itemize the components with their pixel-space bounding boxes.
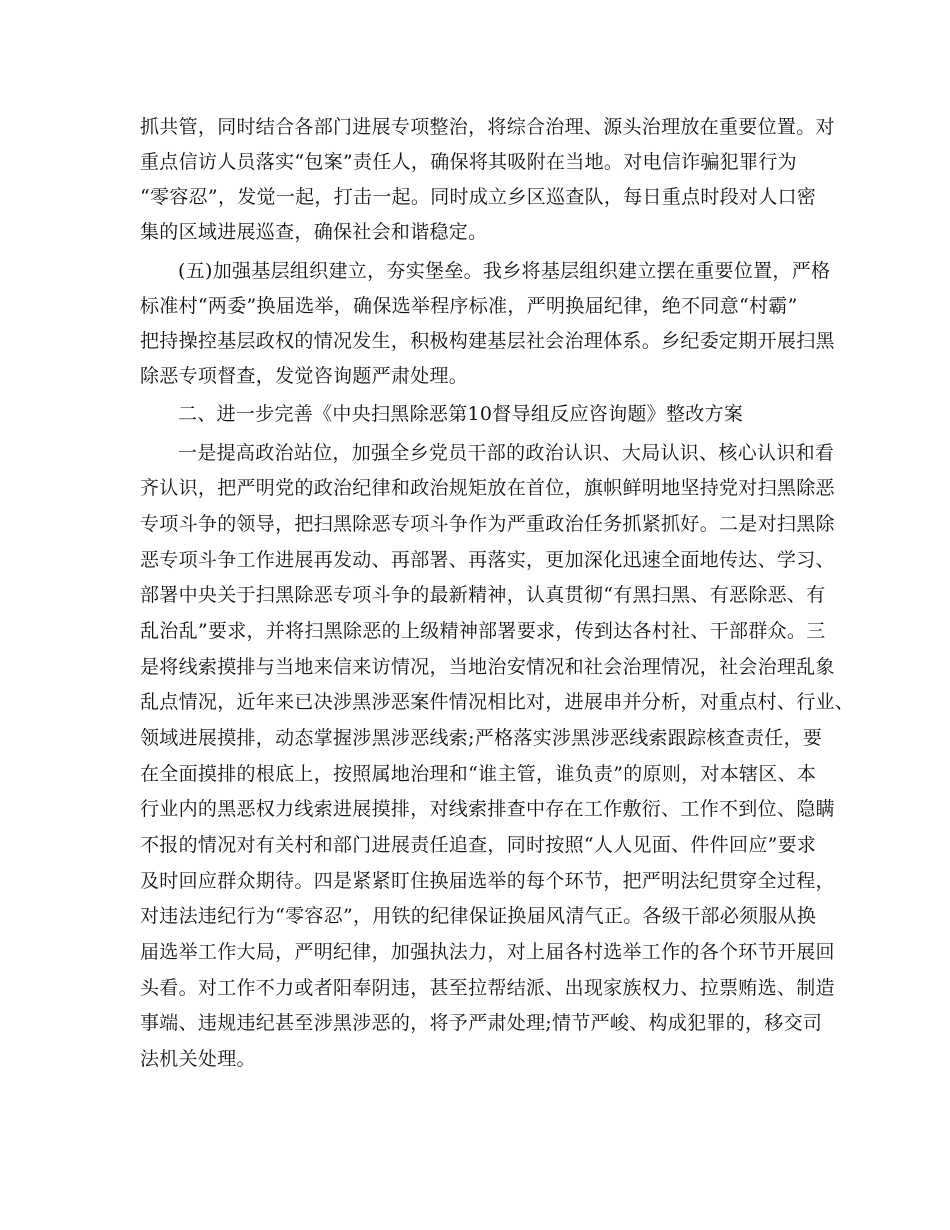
text-line: 把持操控基层政权的情况发生，积极构建基层社会治理体系。乡纪委定期开展扫黑 xyxy=(140,330,835,352)
text-line: 除恶专项督查，发觉咨询题严肃处理。 xyxy=(140,365,469,387)
text-line: 不报的情况对有关村和部门进展责任追查，同时按照“人人见面、件件回应”要求 xyxy=(140,834,817,856)
text-line: 恶专项斗争工作进展再发动、再部署、再落实，更加深化迅速全面地传达、学习、 xyxy=(140,549,835,571)
paragraph-start-line: 一是提高政治站位，加强全乡党员干部的政治认识、大局认识、核心认识和看 xyxy=(178,442,835,464)
text-line: 领域进展摸排，动态掌握涉黑涉恶线索;严格落实涉黑涉恶线索跟踪核查责任，要 xyxy=(140,727,823,749)
text-line: 及时回应群众期待。四是紧紧盯住换届选举的每个环节，把严明法纪贯穿全过程， xyxy=(140,870,835,892)
text-line: 抓共管，同时结合各部门进展专项整治，将综合治理、源头治理放在重要位置。对 xyxy=(140,116,835,138)
text-line: 行业内的黑恶权力线索进展摸排，对线索排查中存在工作敷衍、工作不到位、隐瞒 xyxy=(140,798,835,820)
text-line: 乱治乱”要求，并将扫黑除恶的上级精神部署要求，传到达各村社、干部群众。三 xyxy=(140,620,826,642)
text-line: 集的区域进展巡查，确保社会和谐稳定。 xyxy=(140,221,488,243)
text-line: 重点信访人员落实“包案”责任人，确保将其吸附在当地。对电信诈骗犯罪行为 xyxy=(140,151,797,173)
text-line: 头看。对工作不力或者阳奉阴违，甚至拉帮结派、出现家族权力、拉票贿选、制造 xyxy=(140,977,835,999)
text-line: 法机关处理。 xyxy=(140,1048,256,1070)
section-heading: 二、进一步完善《中央扫黑除恶第10督导组反应咨询题》整改方案 xyxy=(178,403,744,425)
text-line: 标准村“两委”换届选举，确保选举程序标准，严明换届纪律，绝不同意“村霸” xyxy=(140,295,798,317)
text-line: 对违法违纪行为“零容忍”，用铁的纪律保证换届风清气正。各级干部必须服从换 xyxy=(140,905,817,927)
text-line: 齐认识，把严明党的政治纪律和政治规矩放在首位，旗帜鲜明地坚持党对扫黑除恶 xyxy=(140,477,835,499)
text-line: 部署中央关于扫黑除恶专项斗争的最新精神，认真贯彻“有黑扫黑、有恶除恶、有 xyxy=(140,584,826,606)
text-line: “零容忍”，发觉一起，打击一起。同时成立乡区巡查队，每日重点时段对人口密 xyxy=(140,186,817,208)
text-line: 在全面摸排的根底上，按照属地治理和“谁主管，谁负责”的原则，对本辖区、本 xyxy=(140,763,817,785)
text-line: 届选举工作大局，严明纪律，加强执法力，对上届各村选举工作的各个环节开展回 xyxy=(140,941,835,963)
text-line: 是将线索摸排与当地来信来访情况，当地治安情况和社会治理情况，社会治理乱象 xyxy=(140,656,835,678)
text-line: 乱点情况，近年来已决涉黑涉恶案件情况相比对，进展串并分析，对重点村、行业、 xyxy=(140,691,855,713)
text-line: 事端、违规违纪甚至涉黑涉恶的，将予严肃处理;情节严峻、构成犯罪的，移交司 xyxy=(140,1012,823,1034)
paragraph-start-line: (五)加强基层组织建立，夯实堡垒。我乡将基层组织建立摆在重要位置，严格 xyxy=(178,260,831,282)
text-line: 专项斗争的领导，把扫黑除恶专项斗争作为严重政治任务抓紧抓好。二是对扫黑除 xyxy=(140,513,835,535)
